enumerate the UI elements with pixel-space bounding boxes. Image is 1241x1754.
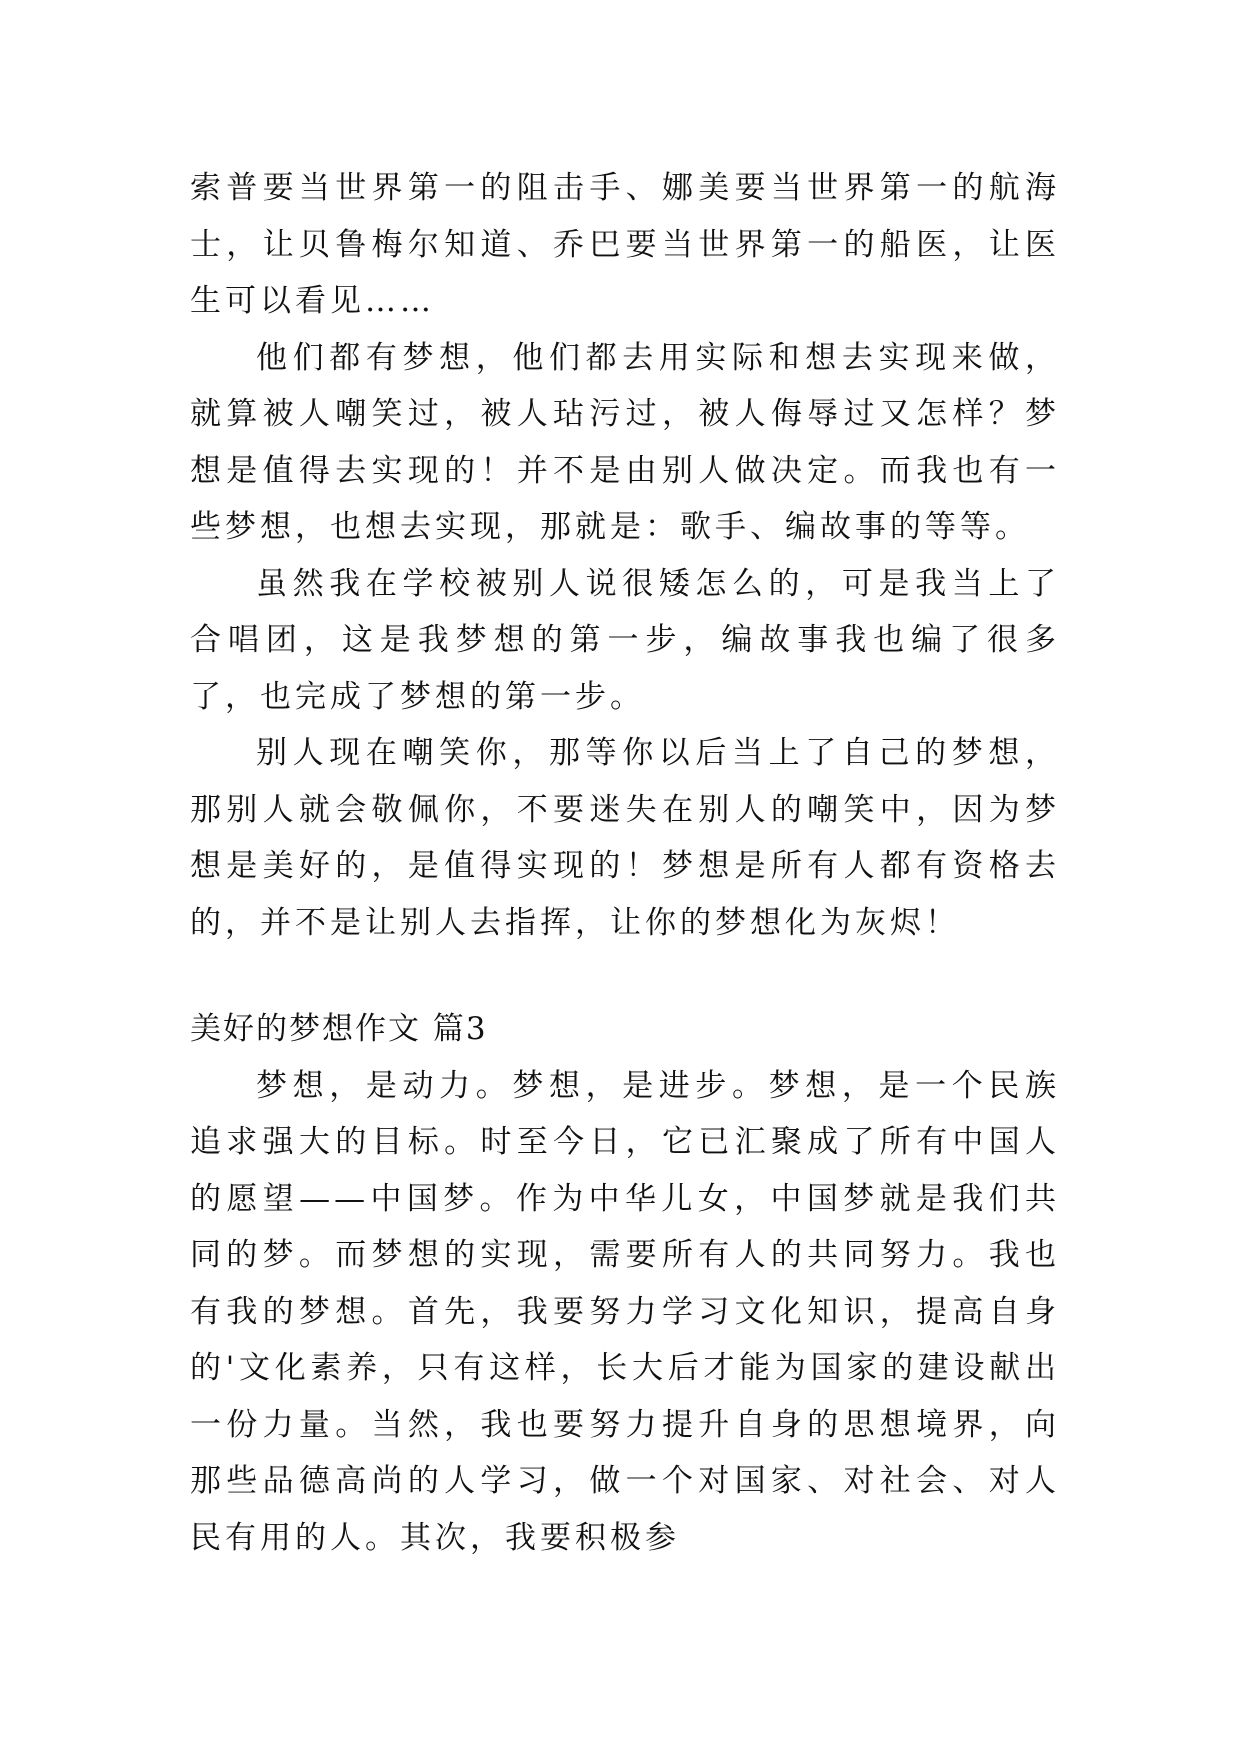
paragraph-dreams: 他们都有梦想，他们都去用实际和想去实现来做，就算被人嘲笑过，被人玷污过，被人侮辱过又怎样？梦想是值得去实现的！并不是由别人做决定。而我也有一些梦想，也想去实现，那就是：歌手、编故事的等等。	[190, 339, 1060, 545]
document-body	[190, 160, 1060, 1566]
paragraph-choir: 虽然我在学校被别人说很矮怎么的，可是我当上了合唱团，这是我梦想的第一步，编故事我也编了很多了，也完成了梦想的第一步。	[190, 565, 1060, 715]
section-heading: 美好的梦想作文 篇3	[190, 1011, 488, 1047]
paragraph-respect: 别人现在嘲笑你，那等你以后当上了自己的梦想，那别人就会敬佩你，不要迷失在别人的嘲笑中，因为梦想是美好的，是值得实现的！梦想是所有人都有资格去的，并不是让别人去指挥，让你的梦想化为灰烬！	[190, 735, 1060, 941]
paragraph-continuation: 索普要当世界第一的阻击手、娜美要当世界第一的航海士，让贝鲁梅尔知道、乔巴要当世界第一的船医，让医生可以看见……	[190, 170, 1060, 319]
paragraph-chinese-dream: 梦想，是动力。梦想，是进步。梦想，是一个民族追求强大的目标。时至今日，它已汇聚成了所有中国人的愿望——中国梦。作为中华儿女，中国梦就是我们共同的梦。而梦想的实现，需要所有人的共同努力。我也有我的梦想。首先，我要努力学习文化知识，提高自身的'文化素养，只有这样，长大后才能为国家的建设献出一份力量。当然，我也要努力提升自身的思想境界，向那些品德高尚的人学习，做一个对国家、对社会、对人民有用的人。其次，我要积极参	[190, 1067, 1060, 1556]
